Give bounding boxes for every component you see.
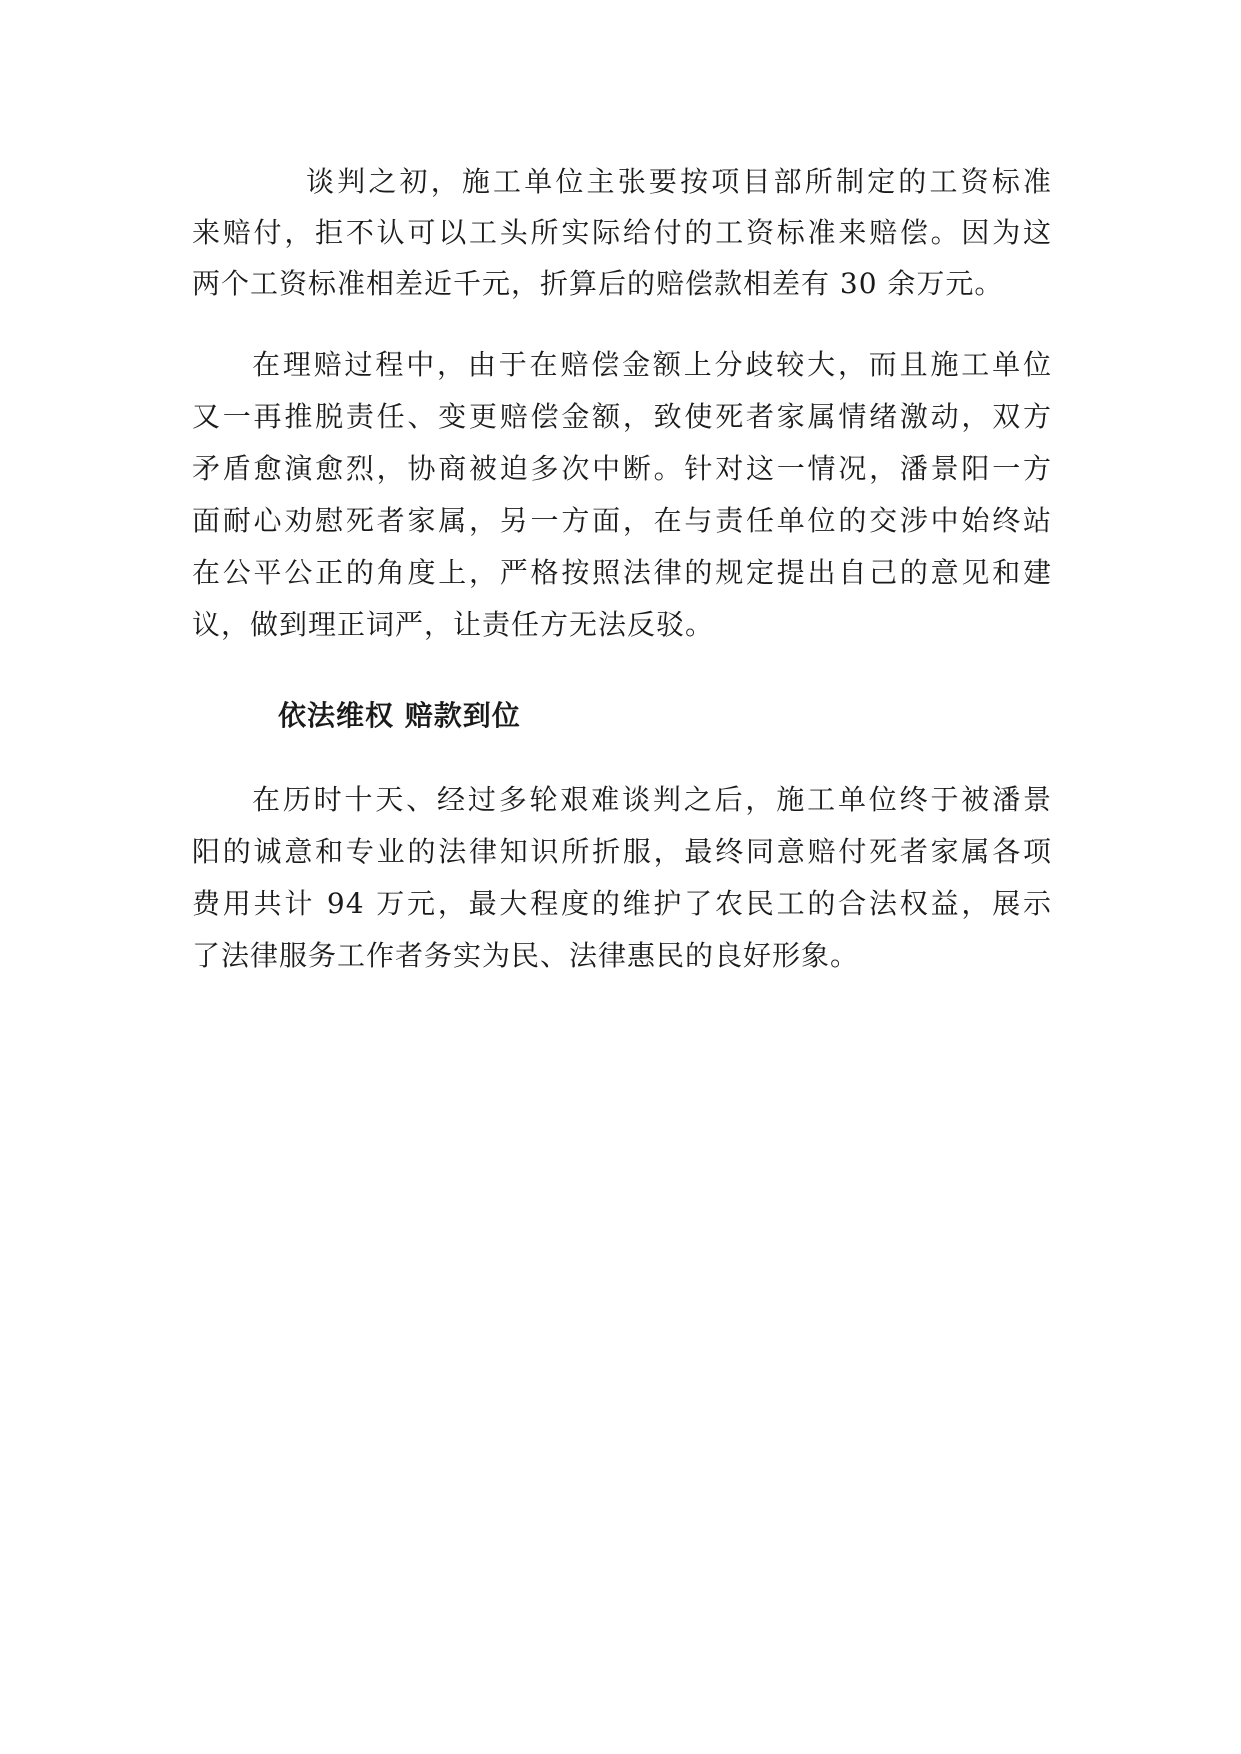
paragraph-3-line-4: 了法律服务工作者务实为民、法律惠民的良好形象。: [192, 939, 860, 972]
paragraph-2-line-6: 议，做到理正词严，让责任方无法反驳。: [192, 608, 715, 641]
paragraph-2-line-4: 面耐心劝慰死者家属，另一方面，在与责任单位的交涉中始终站: [192, 504, 1052, 537]
paragraph-2-line-5: 在公平公正的角度上，严格按照法律的规定提出自己的意见和建: [192, 556, 1052, 589]
paragraph-2-line-2: 又一再推脱责任、变更赔偿金额，致使死者家属情绪激动，双方: [192, 400, 1052, 433]
paragraph-3-line-3: 费用共计 94 万元，最大程度的维护了农民工的合法权益，展示: [192, 887, 1052, 920]
paragraph-3-line-2: 阳的诚意和专业的法律知识所折服，最终同意赔付死者家属各项: [192, 835, 1052, 868]
paragraph-3-line-1: 在历时十天、经过多轮艰难谈判之后，施工单位终于被潘景: [252, 783, 1052, 816]
paragraph-2-line-3: 矛盾愈演愈烈，协商被迫多次中断。针对这一情况，潘景阳一方: [192, 452, 1052, 485]
paragraph-2-line-1: 在理赔过程中，由于在赔偿金额上分歧较大，而且施工单位: [252, 348, 1052, 381]
paragraph-1-line-3: 两个工资标准相差近千元，折算后的赔偿款相差有 30 余万元。: [192, 267, 1004, 300]
section-heading: 依法维权 赔款到位: [278, 699, 521, 732]
paragraph-1-line-2: 来赔付，拒不认可以工头所实际给付的工资标准来赔偿。因为这: [192, 216, 1052, 249]
paragraph-1-line-1: 谈判之初，施工单位主张要按项目部所制定的工资标准: [306, 165, 1052, 198]
